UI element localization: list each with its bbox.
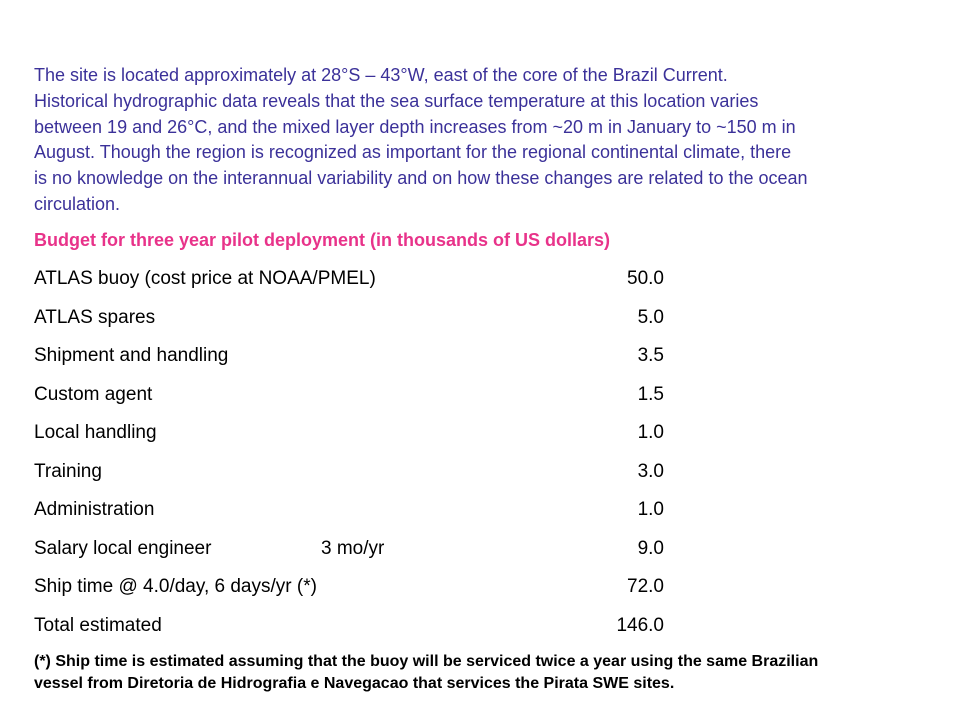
budget-row-label: Salary local engineer xyxy=(34,537,212,559)
footnote-line: vessel from Diretoria de Hidrografia e Navegacao that services the Pirata SWE sites. xyxy=(34,675,675,692)
budget-row-ship-time xyxy=(34,572,674,611)
budget-row-atlas-spares xyxy=(34,303,674,342)
budget-row-label: Administration xyxy=(34,499,155,520)
budget-row-custom-agent xyxy=(34,380,674,419)
budget-row-value: 3.5 xyxy=(637,345,664,366)
budget-row-value: 1.0 xyxy=(637,499,664,520)
budget-row-administration xyxy=(34,495,674,534)
budget-row-label: Training xyxy=(34,460,102,482)
intro-line: The site is located approximately at 28°S – 43°W, east of the core of the Brazil Current. xyxy=(34,65,728,85)
intro-line: circulation. xyxy=(34,193,121,214)
budget-row-label: ATLAS spares xyxy=(34,306,156,328)
intro-line: between 19 and 26°C, and the mixed layer depth increases from ~20 m in January to ~150 m in xyxy=(34,116,796,137)
budget-row-value: 72.0 xyxy=(627,576,664,597)
budget-row-value: 9.0 xyxy=(637,537,664,559)
budget-row-atlas-buoy xyxy=(34,264,674,303)
budget-row-value: 1.5 xyxy=(637,383,664,405)
budget-row-total xyxy=(34,611,674,650)
budget-row-value: 50.0 xyxy=(627,268,664,289)
intro-line: is no knowledge on the interannual variability and on how these changes are related to the ocean xyxy=(34,168,808,189)
budget-row-value: 5.0 xyxy=(637,306,664,328)
budget-row-label: Ship time @ 4.0/day, 6 days/yr (*) xyxy=(34,576,317,597)
budget-row-value: 1.0 xyxy=(637,422,664,443)
budget-row-label: Custom agent xyxy=(34,383,153,405)
budget-row-label: Local handling xyxy=(34,422,157,443)
budget-row-extra: 3 mo/yr xyxy=(321,537,385,559)
intro-paragraph xyxy=(34,63,954,218)
budget-row-salary xyxy=(34,534,674,573)
budget-row-label: Total estimated xyxy=(34,614,162,636)
budget-title: Budget for three year pilot deployment (in thousands of US dollars) xyxy=(34,230,611,250)
budget-row-shipment xyxy=(34,341,674,380)
footnote-line: (*) Ship time is estimated assuming that the buoy will be serviced twice a year using the same Brazilian xyxy=(34,653,819,670)
intro-line: Historical hydrographic data reveals that the sea surface temperature at this location varies xyxy=(34,90,759,111)
budget-row-local-handling xyxy=(34,418,674,457)
budget-row-training xyxy=(34,457,674,496)
budget-row-label: ATLAS buoy (cost price at NOAA/PMEL) xyxy=(34,268,376,289)
intro-line: August. Though the region is recognized as important for the regional continental climate, there xyxy=(34,142,792,163)
budget-row-label: Shipment and handling xyxy=(34,345,229,366)
budget-row-value: 146.0 xyxy=(616,614,664,636)
footnote xyxy=(34,651,954,695)
budget-table xyxy=(34,264,674,649)
budget-row-value: 3.0 xyxy=(637,460,664,482)
